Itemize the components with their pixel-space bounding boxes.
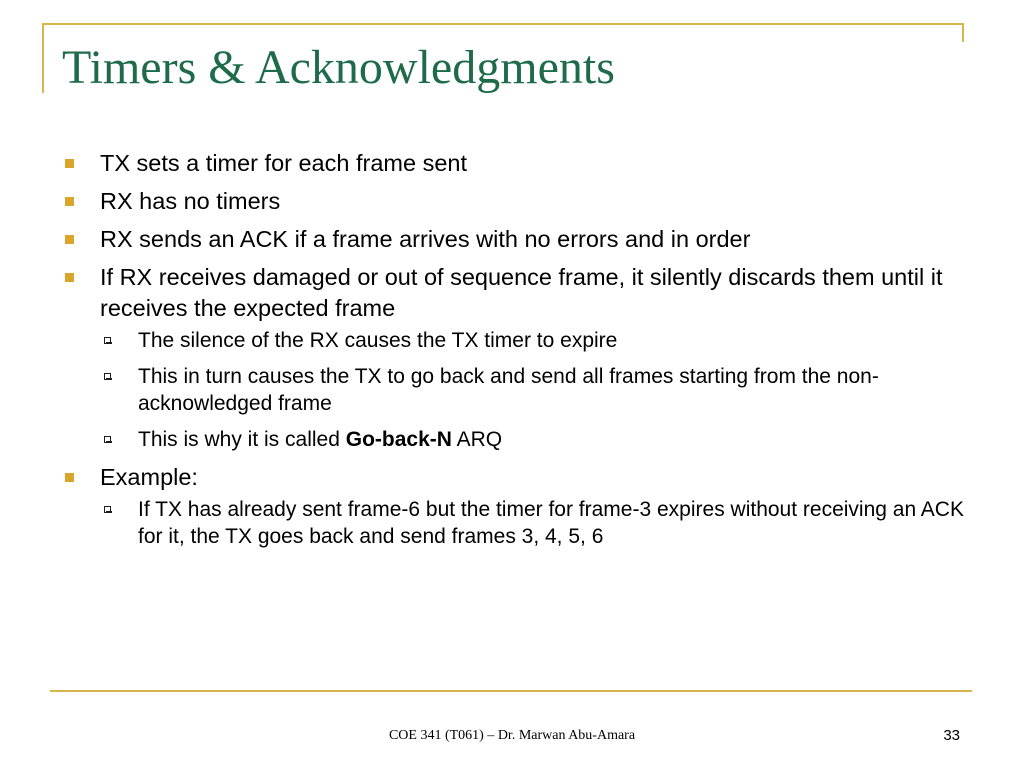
sub-bullet-item: [100, 327, 982, 354]
square-bullet-icon: [65, 473, 74, 482]
footer-rule: [50, 690, 972, 692]
sub-bullet-text: The silence of the RX causes the TX timer to expire: [138, 329, 618, 352]
sub-bullet-text-prefix: This is why it is called: [138, 428, 346, 451]
title-frame-left-rule: [42, 23, 44, 93]
sub-bullet-text: If TX has already sent frame-6 but the timer for frame-3 expires without receiving an ACK for it, the TX goes back and send frames 3, 4, 5, 6: [138, 498, 964, 548]
bullet-item: [62, 462, 982, 550]
bullet-text: TX sets a timer for each frame sent: [100, 150, 467, 176]
bullet-item: [62, 186, 982, 217]
title-frame-top-rule: [42, 23, 964, 25]
bullet-text: Example:: [100, 464, 198, 490]
sub-bullet-list: [100, 496, 982, 550]
bullet-item: [62, 148, 982, 179]
bullet-text: RX sends an ACK if a frame arrives with no errors and in order: [100, 226, 751, 252]
title-frame-right-rule: [962, 23, 964, 42]
checkbox-bullet-icon: [104, 506, 111, 513]
sub-bullet-list: [100, 327, 982, 453]
checkbox-bullet-icon: [104, 337, 111, 344]
bullet-text: RX has no timers: [100, 188, 281, 214]
bullet-list: [62, 148, 982, 550]
square-bullet-icon: [65, 235, 74, 244]
bullet-item: [62, 224, 982, 255]
slide-title: Timers & Acknowledgments: [62, 41, 615, 94]
bullet-text: If RX receives damaged or out of sequence frame, it silently discards them until it receives the expected frame: [100, 264, 943, 321]
sub-bullet-item: [100, 496, 982, 550]
page-number: 33: [943, 727, 960, 744]
bullet-item: [62, 262, 982, 453]
sub-bullet-item: [100, 426, 982, 453]
square-bullet-icon: [65, 159, 74, 168]
footer-text: COE 341 (T061) – Dr. Marwan Abu-Amara: [388, 728, 636, 743]
sub-bullet-text-suffix: ARQ: [451, 428, 503, 451]
square-bullet-icon: [65, 197, 74, 206]
sub-bullet-text: This in turn causes the TX to go back and send all frames starting from the non-acknowledged frame: [138, 365, 879, 415]
square-bullet-icon: [65, 273, 74, 282]
checkbox-bullet-icon: [104, 436, 111, 443]
slide-body: [62, 148, 982, 559]
checkbox-bullet-icon: [104, 373, 111, 380]
sub-bullet-item: [100, 363, 982, 417]
go-back-n-term: Go-back-N: [345, 428, 452, 451]
